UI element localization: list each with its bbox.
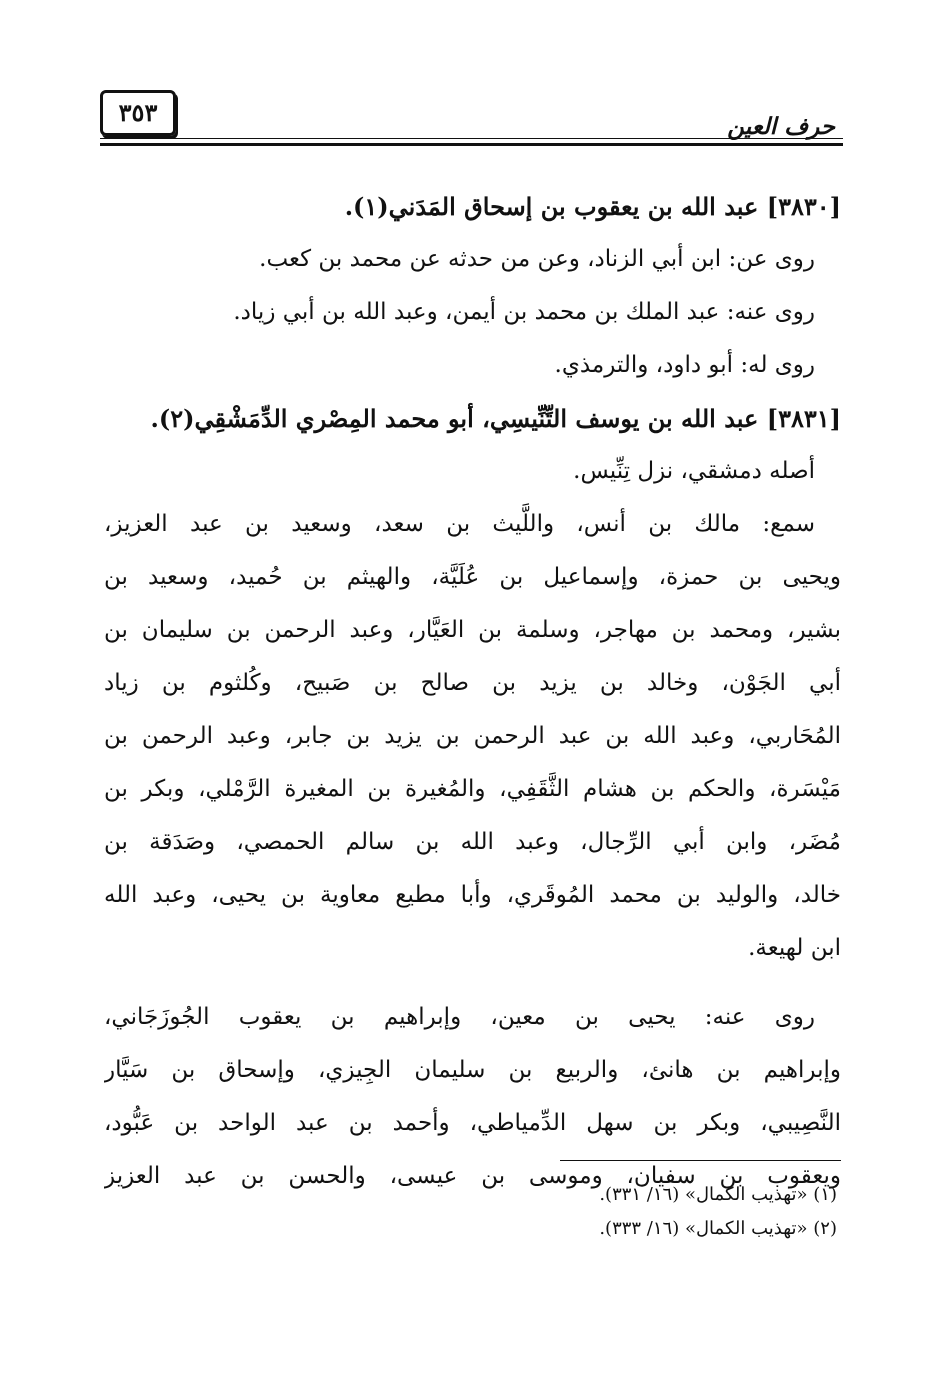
narrated-from-line: روى عن: ابن أبي الزناد، وعن من حدثه عن محمد بن كعب. (259, 246, 815, 272)
paragraph-gap (104, 975, 841, 991)
origin-line: أصله دمشقي، نزل تِنِّيس. (573, 458, 815, 484)
entry-title-3830: [٣٨٣٠] عبد الله بن يعقوب بن إسحاق المَدَني(١). (344, 192, 841, 221)
header-rule-thick (100, 143, 843, 146)
narrated-by-list-line: ويعقوب بن سفيان، وموسى بن عيسى، والحسن بن عبد العزيز (104, 1163, 841, 1189)
footnote-2: (٢) «تهذيب الكمال» (١٦/ ٣٣٣). (599, 1218, 837, 1239)
footnote-rule (560, 1160, 841, 1161)
heard-from-line: ابن لهيعة. (748, 935, 841, 961)
heard-from-line: مَيْسَرة، والحكم بن هشام الثَّقَفِي، والمُغيرة بن المغيرة الرَّمْلي، وبكر بن (104, 776, 841, 802)
narrated-by-line: روى عنه: عبد الملك بن محمد بن أيمن، وعبد الله بن أبي زياد. (233, 299, 815, 325)
narrated-by-list-line: وإبراهيم بن هانئ، والربيع بن سليمان الجِيزي، وإسحاق بن سَيَّار (104, 1057, 841, 1083)
narrated-by-list-line: النَّصِيبي، وبكر بن سهل الدِّمياطي، وأحمد بن عبد الواحد بن عَبُّود، (104, 1110, 841, 1136)
heard-from-line: بشير، ومحمد بن مهاجر، وسلمة بن العَيَّار، وعبد الرحمن بن سليمان بن (104, 617, 841, 643)
page-number-box: ٣٥٣ (100, 90, 176, 136)
heard-from-line: خالد، والوليد بن محمد المُوقَري، وأبا مطيع معاوية بن يحيى، وعبد الله (104, 882, 841, 908)
heard-from-line: المُحَاربي، وعبد الله بن عبد الرحمن بن يزيد بن جابر، وعبد الرحمن بن (104, 723, 841, 749)
heard-from-line: مُضَر، وابن أبي الرِّجال، وعبد الله بن سالم الحمصي، وصَدَقة بن (104, 829, 841, 855)
heard-from-line: أبي الجَوْن، وخالد بن يزيد بن صالح بن صَبيح، وكُلثوم بن زياد (104, 670, 841, 696)
section-header: حرف العين (727, 113, 835, 140)
footnote-1: (١) «تهذيب الكمال» (١٦/ ٣٣١). (599, 1184, 837, 1205)
header-rule (100, 138, 843, 139)
page-body (104, 180, 841, 1203)
entry-title-3831: [٣٨٣١] عبد الله بن يوسف التِّنِّيسِي، أبو محمد المِصْري الدِّمَشْقِي(٢). (150, 404, 841, 433)
narrated-by-list-line: روى عنه: يحيى بن معين، وإبراهيم بن يعقوب الجُوزَجَاني، (104, 1004, 815, 1030)
footnotes (104, 1178, 841, 1246)
narrated-for-line: روى له: أبو داود، والترمذي. (554, 352, 815, 378)
heard-from-line: ويحيى بن حمزة، وإسماعيل بن عُلَيَّة، والهيثم بن حُميد، وسعيد بن (104, 564, 841, 590)
heard-from-line: سمع: مالك بن أنس، واللَّيث بن سعد، وسعيد بن عبد العزيز، (104, 511, 815, 537)
